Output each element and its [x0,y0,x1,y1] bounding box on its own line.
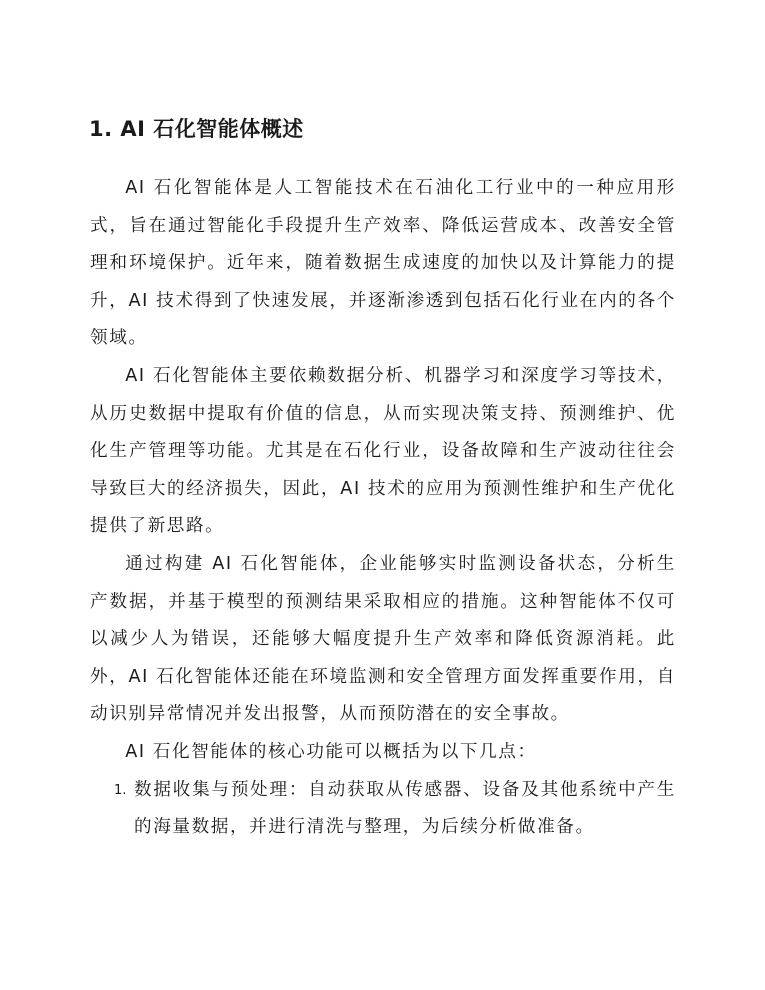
paragraph-benefits: 通过构建 AI 石化智能体，企业能够实时监测设备状态，分析生产数据，并基于模型的预测结果采取相应的措施。这种智能体不仅可以减少人为错误，还能够大幅度提升生产效率和降低资源消耗。此外，AI 石化智能体还能在环境监测和安全管理方面发挥重要作用，自动识别异常情况并发出报警，从而预防潜在的安全事故。 [90,553,676,725]
list-item [90,772,676,847]
list-item-text: 数据收集与预处理：自动获取从传感器、设备及其他系统中产生的海量数据，并进行清洗与整理，为后续分析做准备。 [134,779,676,838]
document-body [90,170,676,847]
paragraph-techniques: AI 石化智能体主要依赖数据分析、机器学习和深度学习等技术，从历史数据中提取有价值的信息，从而实现决策支持、预测维护、优化生产管理等功能。尤其是在石化行业，设备故障和生产波动往往会导致巨大的经济损失，因此，AI 技术的应用为预测性维护和生产优化提供了新思路。 [90,365,676,537]
paragraph-intro: AI 石化智能体是人工智能技术在石油化工行业中的一种应用形式，旨在通过智能化手段提升生产效率、降低运营成本、改善安全管理和环境保护。近年来，随着数据生成速度的加快以及计算能力的提升，AI 技术得到了快速发展，并逐渐渗透到包括石化行业在内的各个领域。 [90,178,676,349]
core-functions-list [90,772,676,847]
list-item-number: 1. [114,782,127,798]
section-heading: 1. AI 石化智能体概述 [89,117,304,141]
paragraph-core-functions-intro: AI 石化智能体的核心功能可以概括为以下几点： [125,741,537,762]
